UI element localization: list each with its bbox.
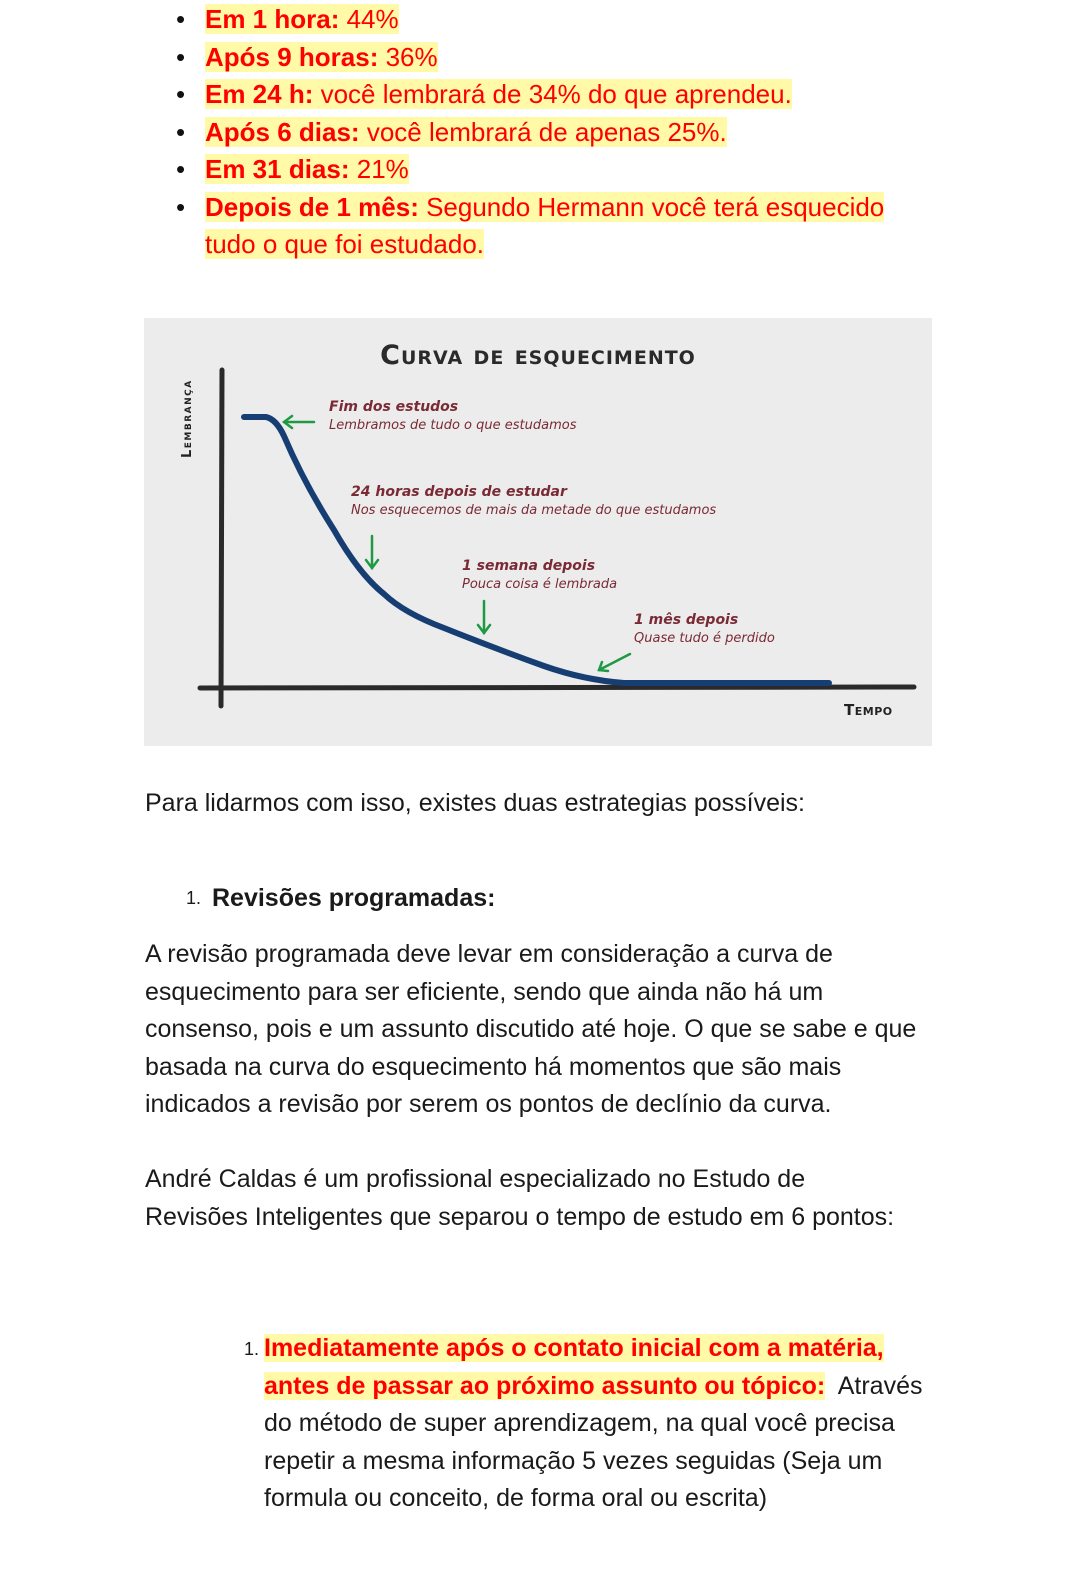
annotation-subtext: Quase tudo é perdido <box>634 631 775 646</box>
bullet-label: Após 6 dias: <box>205 116 360 147</box>
bullet-label: Em 31 dias: <box>205 154 350 184</box>
annotation-1-month <box>634 611 775 648</box>
y-axis-label: Lembrança <box>180 379 195 458</box>
bullet-text: você lembrará de apenas 25%. <box>359 116 727 147</box>
bullet-text: Segundo Hermann você terá esquecido tudo o que foi estudado. <box>205 191 885 259</box>
paragraph-scheduled-review: A revisão programada deve levar em consideração a curva de esquecimento para ser eficiente, sendo que ainda não há um consenso, pois e um assunto discutido até hoje. O que se sabe e que basada na curva do esquecimento há momentos que são mais indicados a revisão por serem os pontos de declínio da curva. <box>145 940 917 1118</box>
forgetting-curve-graphic <box>144 318 932 746</box>
bullet-label: Depois de 1 mês: <box>205 191 419 222</box>
annotation-end-of-study <box>329 398 576 435</box>
annotation-subtext: Lembramos de tudo o que estudamos <box>329 418 577 433</box>
bullet-label: Após 9 horas: <box>205 41 379 72</box>
annotation-heading: 24 horas depois de estudar <box>351 484 567 500</box>
bullet-text: 21% <box>349 154 409 184</box>
bullet-item <box>0 76 925 114</box>
retention-bullet-list <box>0 1 925 264</box>
bullet-text: 36% <box>378 41 438 72</box>
bullet-text: 44% <box>339 4 399 34</box>
list-number: 1. <box>244 1339 260 1359</box>
bullet-label: Em 1 hora: <box>205 4 340 34</box>
annotation-heading: Fim dos estudos <box>329 399 459 415</box>
annotation-subtext: Nos esquecemos de mais da metade do que estudamos <box>351 503 717 518</box>
bullet-text: você lembrará de 34% do que aprendeu. <box>313 79 792 109</box>
annotation-heading: 1 mês depois <box>634 612 739 628</box>
review-point-text: Através do método de super aprendizagem, na qual você precisa repetir a mesma informação 5 vezes seguidas (Seja um formula ou conceito, de forma oral ou escrita) <box>264 1371 930 1512</box>
bullet-item <box>0 114 925 152</box>
figure-title: Curva de esquecimento <box>380 340 696 371</box>
annotation-subtext: Pouca coisa é lembrada <box>462 577 618 592</box>
bullet-item <box>0 39 925 77</box>
x-axis-label: Tempo <box>844 701 893 719</box>
bullet-item <box>0 151 925 189</box>
paragraph-andre-caldas: André Caldas é um profissional especializado no Estudo de Revisões Inteligentes que separou o tempo de estudo em 6 pontos: <box>145 1165 895 1231</box>
annotation-heading: 1 semana depois <box>462 558 596 574</box>
review-point-label: Imediatamente após o contato inicial com a matéria, antes de passar ao próximo assunto ou tópico: <box>264 1334 884 1400</box>
annotation-24-hours <box>351 483 716 520</box>
list-number: 1. <box>186 888 202 908</box>
intro-paragraph: Para lidarmos com isso, existes duas estrategias possíveis: <box>145 789 805 817</box>
annotation-1-week <box>462 557 617 594</box>
bullet-item <box>0 189 925 264</box>
bullet-label: Em 24 h: <box>205 79 314 109</box>
forgetting-curve-figure <box>144 318 932 746</box>
bullet-item <box>0 1 925 39</box>
review-point-1 <box>264 1330 934 1518</box>
strategy-heading: Revisões programadas: <box>212 884 496 912</box>
